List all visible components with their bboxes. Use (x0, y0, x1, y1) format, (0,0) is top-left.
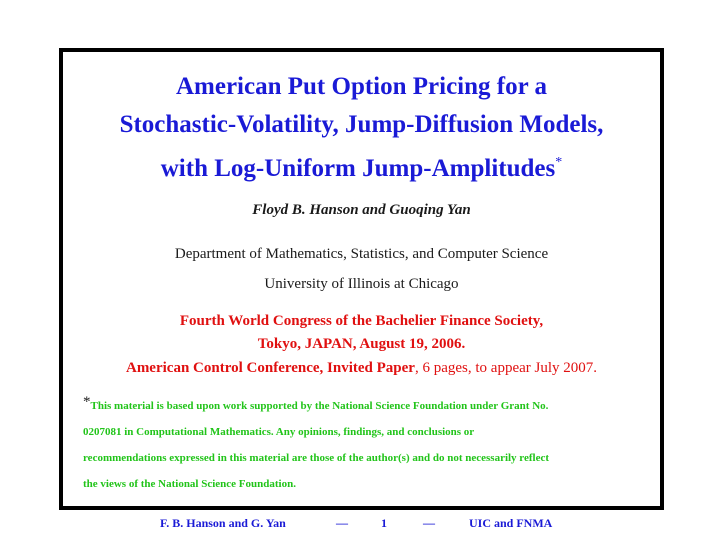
footer-page-number: 1 (381, 516, 387, 530)
footnote-line-4: the views of the National Science Foundation. (83, 478, 296, 490)
footnote-line-1-text: This material is based upon work supported by the National Science Foundation under Grant No. (90, 400, 549, 412)
title-line-2: Stochastic-Volatility, Jump-Diffusion Models, (119, 111, 604, 138)
department: Department of Mathematics, Statistics, and Computer Science (174, 246, 549, 262)
acc-bold: American Control Conference, Invited Paper (125, 360, 415, 376)
footnote (83, 389, 648, 497)
acc-plain: , 6 pages, to appear July 2007. (414, 360, 598, 376)
authors: Floyd B. Hanson and Guoqing Yan (252, 202, 471, 218)
footnote-marker: * (83, 394, 91, 410)
footer-authors: F. B. Hanson and G. Yan (160, 516, 286, 530)
footer-dash-2: — (423, 516, 435, 530)
footnote-line-1 (83, 389, 648, 419)
title-line-3 (63, 144, 660, 188)
title-line-1: American Put Option Pricing for a (175, 73, 548, 100)
slide-frame (59, 48, 664, 510)
title-line-3-text: with Log-Uniform Jump-Amplitudes (160, 155, 556, 182)
footer-dash-1: — (336, 516, 348, 530)
congress-line-2: Tokyo, JAPAN, August 19, 2006. (257, 336, 466, 352)
congress-line-1: Fourth World Congress of the Bachelier Finance Society, (179, 313, 544, 329)
footnote-line-3: recommendations expressed in this material are those of the author(s) and do not necessarily reflect (83, 452, 550, 464)
title-footnote-marker: * (555, 155, 563, 170)
slide-footer (0, 516, 720, 536)
footer-venue: UIC and FNMA (469, 516, 553, 530)
university: University of Illinois at Chicago (264, 276, 459, 292)
footnote-line-2: 0207081 in Computational Mathematics. Any opinions, findings, and conclusions or (83, 426, 475, 438)
slide-title (63, 68, 660, 188)
acc-line (63, 360, 660, 377)
